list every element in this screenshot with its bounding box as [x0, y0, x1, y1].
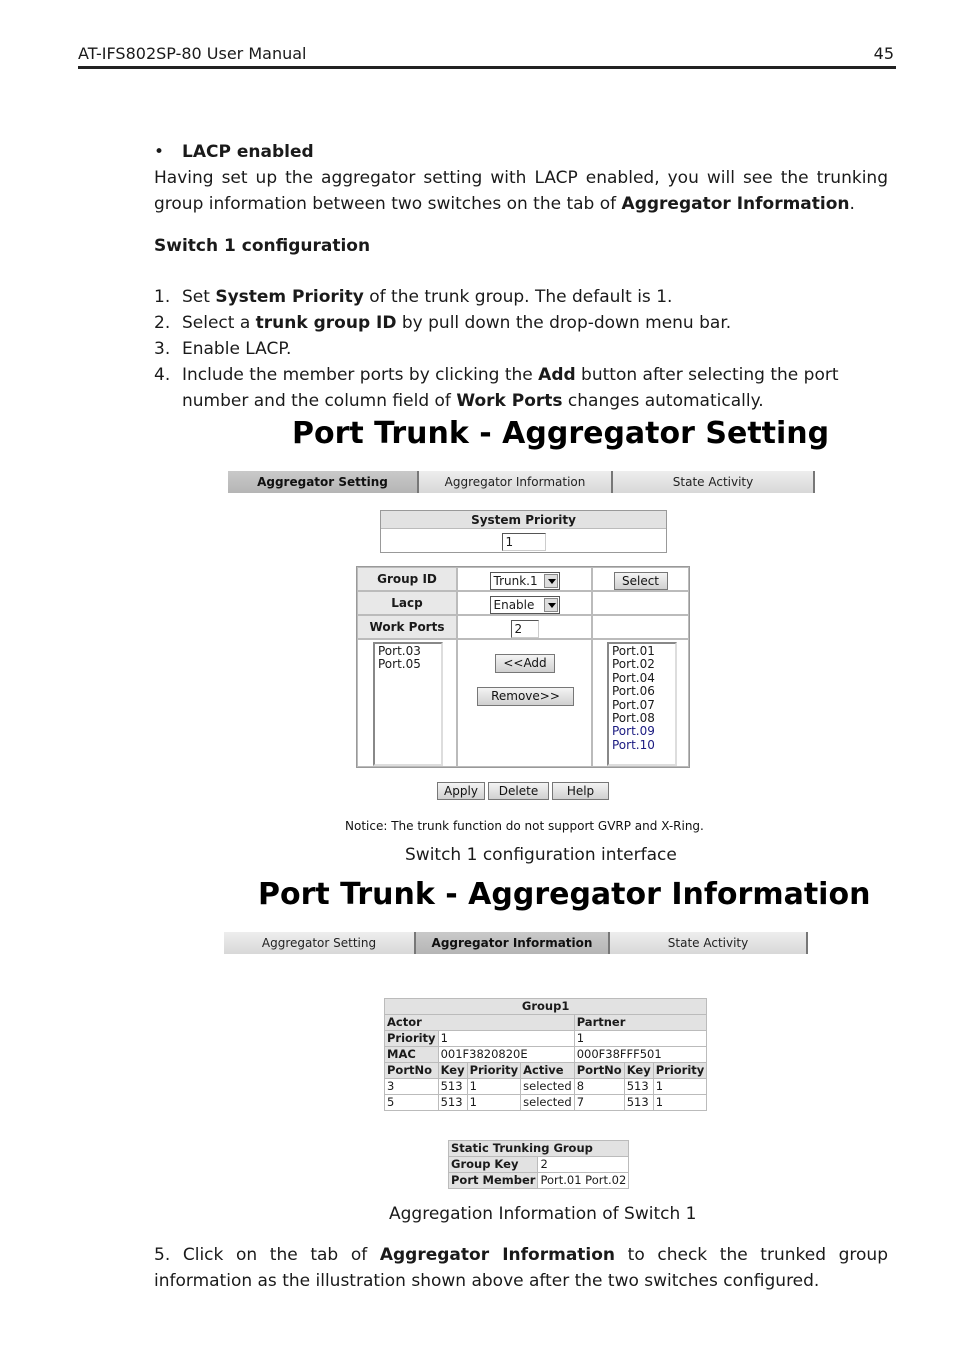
column-header: Active [521, 1063, 575, 1079]
lacp-cell [457, 591, 592, 615]
step-number: 3. [154, 339, 171, 359]
step-bold: trunk group ID [255, 313, 397, 333]
step-bold: System Priority [215, 287, 364, 307]
step-text: button after selecting the port number and the column field of [182, 365, 839, 411]
member-ports-list[interactable] [373, 642, 443, 766]
mac-label: MAC [385, 1047, 439, 1063]
column-header: PortNo [574, 1063, 624, 1079]
group-key-value: 2 [538, 1157, 629, 1173]
group-title: Group1 [385, 999, 707, 1015]
available-ports-list[interactable] [607, 642, 677, 766]
tab-state-activity[interactable]: State Activity [610, 932, 808, 954]
figure-caption: Switch 1 configuration interface [405, 845, 677, 865]
system-priority-label: System Priority [381, 511, 666, 529]
step-item [154, 336, 888, 362]
list-item[interactable]: Port.06 [612, 684, 655, 699]
table-row [385, 1079, 707, 1095]
bullet-heading [154, 139, 314, 165]
screenshot-title-information: Port Trunk - Aggregator Information [258, 877, 871, 912]
intro-bold: Aggregator Information [621, 194, 850, 214]
step-text: by pull down the drop-down menu bar. [396, 313, 732, 333]
partner-label: Partner [574, 1015, 707, 1031]
work-ports-label: Work Ports [357, 615, 457, 639]
delete-button[interactable]: Delete [488, 782, 549, 800]
table-cell: 513 [438, 1095, 467, 1111]
priority-label: Priority [385, 1031, 439, 1047]
step-number: 1. [154, 287, 171, 307]
column-header: Key [624, 1063, 653, 1079]
group-info-table [384, 998, 707, 1111]
table-cell: 1 [653, 1079, 707, 1095]
bullet-label: LACP enabled [182, 142, 314, 162]
tab-aggregator-setting[interactable]: Aggregator Setting [224, 932, 416, 954]
table-row [385, 1095, 707, 1111]
step5-bold: Aggregator Information [379, 1245, 616, 1265]
step-bold: Add [538, 365, 576, 385]
work-ports-cell [457, 615, 592, 639]
list-item[interactable]: Port.09 [612, 724, 655, 739]
system-priority-box [380, 510, 667, 553]
header-rule [78, 66, 896, 69]
partner-priority: 1 [574, 1031, 707, 1047]
list-item[interactable]: Port.02 [612, 657, 655, 672]
work-ports-input[interactable]: 2 [511, 620, 539, 638]
notice-text: Notice: The trunk function do not support GVRP and X-Ring. [345, 819, 704, 833]
step5-text-end: to check the trunked group information as the illustration shown above after the two switches configured. [154, 1245, 889, 1291]
list-item[interactable]: Port.05 [378, 657, 421, 672]
partner-mac: 000F38FFF501 [574, 1047, 707, 1063]
table-cell: 1 [653, 1095, 707, 1111]
table-cell: 513 [438, 1079, 467, 1095]
chevron-down-icon [544, 574, 558, 588]
help-button[interactable]: Help [552, 782, 609, 800]
list-item[interactable]: Port.03 [378, 644, 421, 658]
table-cell: 3 [385, 1079, 439, 1095]
column-header: PortNo [385, 1063, 439, 1079]
tab-bar [224, 932, 808, 954]
lacp-label: Lacp [357, 591, 457, 615]
screenshot-title-setting: Port Trunk - Aggregator Setting [292, 416, 830, 451]
step-5-paragraph [154, 1242, 888, 1294]
step-item [154, 284, 888, 310]
actor-mac: 001F3820820E [438, 1047, 574, 1063]
table-cell: 8 [574, 1079, 624, 1095]
available-ports-cell [592, 639, 689, 767]
step5-text: 5. Click on the tab of [154, 1245, 380, 1265]
bullet-symbol: • [154, 142, 165, 162]
tab-bar [228, 471, 815, 493]
remove-button[interactable]: Remove>> [477, 687, 574, 706]
step-text: changes automatically. [562, 391, 764, 411]
table-cell: 7 [574, 1095, 624, 1111]
port-member-value: Port.01 Port.02 [538, 1173, 629, 1189]
list-item[interactable]: Port.01 [612, 644, 655, 658]
select-button[interactable]: Select [614, 572, 668, 590]
add-button[interactable]: <<Add [495, 654, 555, 673]
static-trunk-table [448, 1140, 629, 1189]
empty-cell [592, 615, 689, 639]
port-member-label: Port Member [449, 1173, 538, 1189]
add-remove-cell [457, 639, 592, 767]
column-header: Priority [653, 1063, 707, 1079]
section-heading: Switch 1 configuration [154, 236, 371, 256]
step-item [154, 362, 888, 414]
steps-list [154, 284, 888, 414]
step-number: 2. [154, 313, 171, 333]
intro-paragraph [154, 165, 888, 217]
chevron-down-icon [544, 598, 558, 612]
tab-aggregator-information[interactable]: Aggregator Information [416, 932, 610, 954]
actor-label: Actor [385, 1015, 575, 1031]
intro-text: Having set up the aggregator setting with LACP enabled, you will see the trunking group information between two switches on the tab of [154, 168, 888, 214]
group-key-label: Group Key [449, 1157, 538, 1173]
group-id-select[interactable] [490, 572, 560, 590]
table-cell: selected [521, 1079, 575, 1095]
step-text: Set [182, 287, 216, 307]
list-item[interactable]: Port.10 [612, 737, 655, 752]
group-id-value: Trunk.1 [493, 574, 538, 588]
lacp-value: Enable [493, 598, 535, 612]
actor-priority: 1 [438, 1031, 574, 1047]
header-title: AT-IFS802SP-80 User Manual [78, 44, 307, 63]
table-cell: 5 [385, 1095, 439, 1111]
column-header: Key [438, 1063, 467, 1079]
lacp-select[interactable] [490, 596, 560, 614]
trunk-config-table [356, 566, 690, 768]
static-title: Static Trunking Group [449, 1141, 629, 1157]
table-cell: selected [521, 1095, 575, 1111]
tab-aggregator-information[interactable]: Aggregator Information [419, 471, 613, 493]
list-item[interactable]: Port.04 [612, 670, 655, 685]
select-cell [592, 567, 689, 591]
step-text: Include the member ports by clicking the [182, 365, 539, 385]
step-item [154, 310, 888, 336]
tab-state-activity[interactable]: State Activity [613, 471, 815, 493]
list-item[interactable]: Port.07 [612, 697, 655, 712]
group-id-cell [457, 567, 592, 591]
step-text: Select a [182, 313, 256, 333]
column-header: Priority [467, 1063, 521, 1079]
step-bold: Work Ports [456, 391, 563, 411]
figure-caption: Aggregation Information of Switch 1 [389, 1204, 697, 1224]
page-number: 45 [873, 44, 894, 63]
system-priority-input[interactable]: 1 [502, 533, 546, 551]
empty-cell [592, 591, 689, 615]
table-cell: 1 [467, 1079, 521, 1095]
apply-button[interactable]: Apply [437, 782, 485, 800]
table-cell: 1 [467, 1095, 521, 1111]
intro-text-end: . [849, 194, 855, 214]
group-id-label: Group ID [357, 567, 457, 591]
step-text: Enable LACP. [182, 339, 292, 359]
step-text: of the trunk group. The default is 1. [363, 287, 673, 307]
table-cell: 513 [624, 1079, 653, 1095]
step-number: 4. [154, 365, 171, 385]
table-cell: 513 [624, 1095, 653, 1111]
member-ports-cell [357, 639, 457, 767]
list-item[interactable]: Port.08 [612, 711, 655, 726]
tab-aggregator-setting[interactable]: Aggregator Setting [228, 471, 419, 493]
